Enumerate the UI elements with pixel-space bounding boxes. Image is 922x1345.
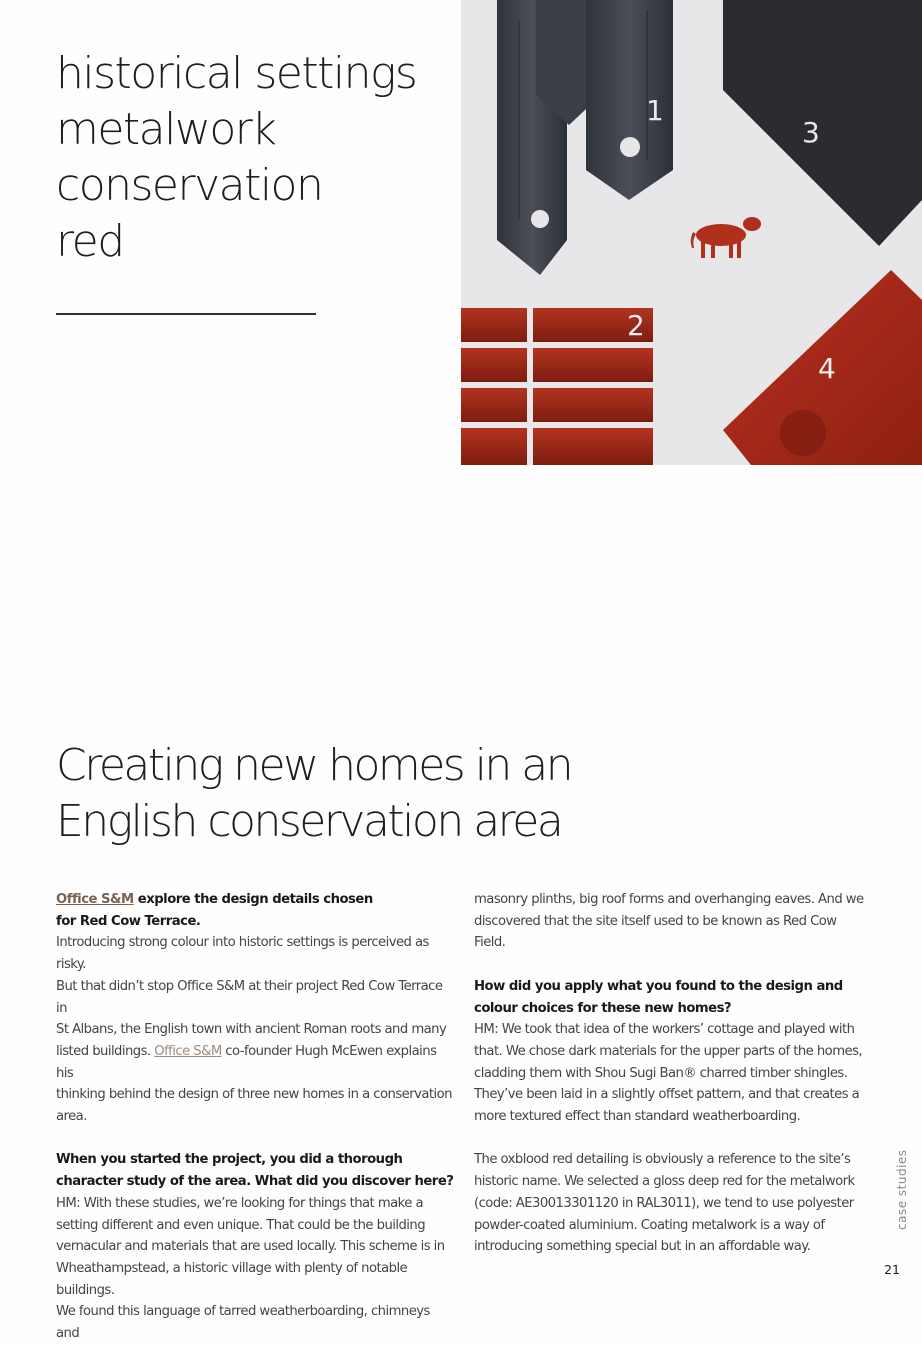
office-sm-inline-link[interactable]: Office S&M xyxy=(154,1043,222,1059)
answer-line: The oxblood red detailing is obviously a reference to the site’s xyxy=(474,1152,851,1168)
answer-line: that. We chose dark materials for the upper parts of the homes, xyxy=(474,1043,863,1059)
photo-label-2: 2 xyxy=(627,309,645,342)
body-line: St Albans, the English town with ancient Roman roots and many xyxy=(56,1022,447,1038)
answer-line: Wheathampstead, a historic village with plenty of notable buildings. xyxy=(56,1260,408,1298)
answer-line: HM: We took that idea of the workers’ cottage and played with xyxy=(474,1022,855,1038)
materials-photo xyxy=(461,0,922,465)
page-title xyxy=(56,46,416,270)
question-line: How did you apply what you found to the design and xyxy=(474,978,843,994)
body-line xyxy=(56,1041,456,1084)
body-text: listed buildings. xyxy=(56,1043,155,1059)
intro-line: for Red Cow Terrace. xyxy=(56,913,201,929)
title-line: historical settings xyxy=(56,48,417,99)
question-line: character study of the area. What did you discover here? xyxy=(56,1174,454,1190)
answer-line: cladding them with Shou Sugi Ban® charred timber shingles. xyxy=(474,1065,848,1081)
panel-hole xyxy=(780,410,826,456)
answer-line: more textured effect than standard weatherboarding. xyxy=(474,1109,801,1125)
intro-line xyxy=(56,889,456,911)
title-line: conservation xyxy=(56,160,323,211)
answer-line: discovered that the site itself used to be known as Red Cow Field. xyxy=(474,913,837,951)
answer-line: (code: AE30013301120 in RAL3011), we tend to use polyester xyxy=(474,1195,854,1211)
shingle-hole xyxy=(620,137,640,157)
answer-line: HM: With these studies, we’re looking for things that make a xyxy=(56,1195,423,1211)
question-line: colour choices for these new homes? xyxy=(474,1000,732,1016)
photo-label-4: 4 xyxy=(818,352,836,385)
photo-label-1: 1 xyxy=(646,94,664,127)
office-sm-link[interactable]: Office S&M xyxy=(56,892,134,907)
article-heading xyxy=(56,738,571,850)
section-label: case studies xyxy=(895,1149,909,1230)
body-line: But that didn’t stop Office S&M at their project Red Cow Terrace in xyxy=(56,978,443,1016)
article-column-left xyxy=(56,889,456,1345)
intro-text: explore the design details chosen xyxy=(133,892,373,907)
question-line: When you started the project, you did a thorough xyxy=(56,1152,403,1168)
heading-line: English conservation area xyxy=(56,796,562,847)
body-line: area. xyxy=(56,1109,87,1125)
answer-line: setting different and even unique. That could be the building xyxy=(56,1217,426,1233)
title-line: metalwork xyxy=(56,104,276,155)
answer-line: powder-coated aluminium. Coating metalwork is a way of xyxy=(474,1217,825,1233)
photo-label-3: 3 xyxy=(802,116,820,149)
title-line: red xyxy=(56,216,124,267)
materials-illustration xyxy=(461,0,922,465)
answer-line: masonry plinths, big roof forms and overhanging eaves. And we xyxy=(474,892,864,907)
body-text: co-founder Hugh McEwen explains his xyxy=(56,1043,437,1081)
article-column-right xyxy=(474,889,866,1258)
answer-line: They’ve been laid in a slightly offset pattern, and that creates a xyxy=(474,1087,860,1103)
answer-line: introducing something special but in an affordable way. xyxy=(474,1239,811,1255)
heading-line: Creating new homes in an xyxy=(56,740,572,791)
body-line: Introducing strong colour into historic settings is perceived as risky. xyxy=(56,935,429,973)
answer-line: vernacular and materials that are used locally. This scheme is in xyxy=(56,1239,445,1255)
shingle-hole xyxy=(531,210,549,228)
body-line: thinking behind the design of three new homes in a conservation xyxy=(56,1087,452,1103)
answer-line: We found this language of tarred weatherboarding, chimneys and xyxy=(56,1304,430,1342)
answer-line: historic name. We selected a gloss deep red for the metalwork xyxy=(474,1174,855,1190)
page-number: 21 xyxy=(884,1262,900,1277)
title-divider xyxy=(56,313,316,315)
